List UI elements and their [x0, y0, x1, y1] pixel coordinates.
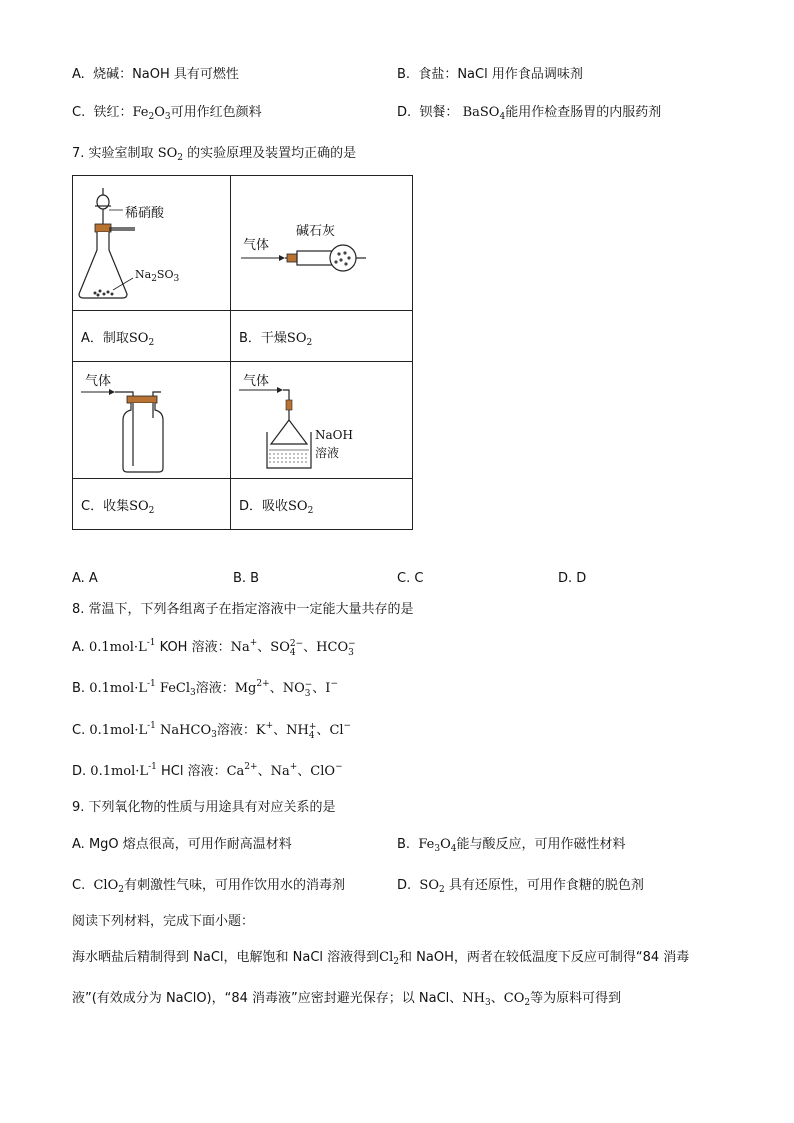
figure-c-cell: [73, 362, 231, 479]
q9-option-c: C. ClO$_2$有刺激性气味，可用作饮用水的消毒剂: [72, 878, 345, 895]
q8-option-c: C. $0.1mol\cdot L^{-1}$ NaHCO$_3$溶液：K+、NH + 4 、Cl−: [72, 721, 352, 741]
q7-option-a: A. A: [72, 571, 98, 586]
formula-baso4: BaSO$_4$: [462, 105, 506, 122]
q8-option-d: D. $0.1mol\cdot L^{-1}$ HCl 溶液：$Ca^{2+}$、Na+、ClO−: [72, 762, 343, 779]
dilute-nitric-acid-label: 稀硝酸: [125, 206, 165, 221]
q6-option-d: D. 钡餐： BaSO$_4$能用作检查肠胃的内服药剂: [397, 105, 662, 122]
figure-d-cell: [231, 362, 413, 479]
caption-d: D．吸收$SO_2$: [231, 479, 413, 530]
figure-b-cell: [231, 176, 413, 311]
reading-intro: 阅读下列材料，完成下面小题：: [72, 914, 255, 929]
q6-option-b: B. 食盐：NaCl 用作食品调味剂: [397, 67, 583, 82]
q7-option-b: B. B: [233, 571, 260, 586]
q6-option-a: A. 烧碱：NaOH 具有可燃性: [72, 67, 239, 82]
reading-paragraph-line1: 海水晒盐后精制得到 NaCl，电解饱和 NaCl 溶液得到$Cl_2$和 NaOH，两者在较低温度下反应可制得“84 消毒: [72, 950, 690, 967]
q9-stem: 9. 下列氧化物的性质与用途具有对应关系的是: [72, 800, 336, 815]
flask-apparatus-figure: [73, 176, 230, 310]
sodium-sulfite-label: $Na_2SO_3$: [135, 268, 180, 284]
gas-label-d: 气体: [243, 374, 270, 389]
caption-a: A．制取$SO_2$: [73, 311, 231, 362]
caption-c: C．收集$SO_2$: [73, 479, 231, 530]
q8-stem: 8. 常温下，下列各组离子在指定溶液中一定能大量共存的是: [72, 602, 414, 617]
figure-a-cell: [73, 176, 231, 311]
q9-option-a: A. MgO 熔点很高，可用作耐高温材料: [72, 837, 292, 852]
gas-label-c: 气体: [85, 374, 112, 389]
formula-fe2o3: $Fe_2O_3$: [132, 105, 171, 122]
naoh-label: NaOH: [315, 428, 353, 442]
q9-option-d: D. $SO_2$ 具有还原性，可用作食糖的脱色剂: [397, 878, 644, 895]
q8-option-b: B. $0.1mol\cdot L^{-1}$ FeCl$_3$溶液：$Mg^{2+}$、NO − 3 、I−: [72, 679, 338, 699]
q7-apparatus-table: [72, 175, 413, 530]
caption-b: B．干燥$SO_2$: [231, 311, 413, 362]
q7-stem: 7. 实验室制取 $SO_2$ 的实验原理及装置均正确的是: [72, 146, 357, 163]
q7-option-c: C. C: [397, 571, 424, 586]
soda-lime-label: 碱石灰: [296, 224, 336, 239]
q9-option-b: B. $Fe_3O_4$能与酸反应，可用作磁性材料: [397, 837, 626, 854]
q8-option-a: A. $0.1mol\cdot L^{-1}$ KOH 溶液：Na+、SO 2− 4 、HCO − 3: [72, 638, 356, 658]
q6-option-c: C. 铁红：$Fe_2O_3$可用作红色颜料: [72, 105, 262, 122]
solution-label: 溶液: [315, 446, 340, 460]
gas-label-b: 气体: [243, 238, 270, 253]
q7-option-d: D. D: [558, 571, 587, 586]
reading-paragraph-line2: 液”(有效成分为 NaClO)，“84 消毒液”应密封避光保存；以 NaCl、$NH_3$、$CO_2$等为原料可得到: [72, 991, 622, 1008]
